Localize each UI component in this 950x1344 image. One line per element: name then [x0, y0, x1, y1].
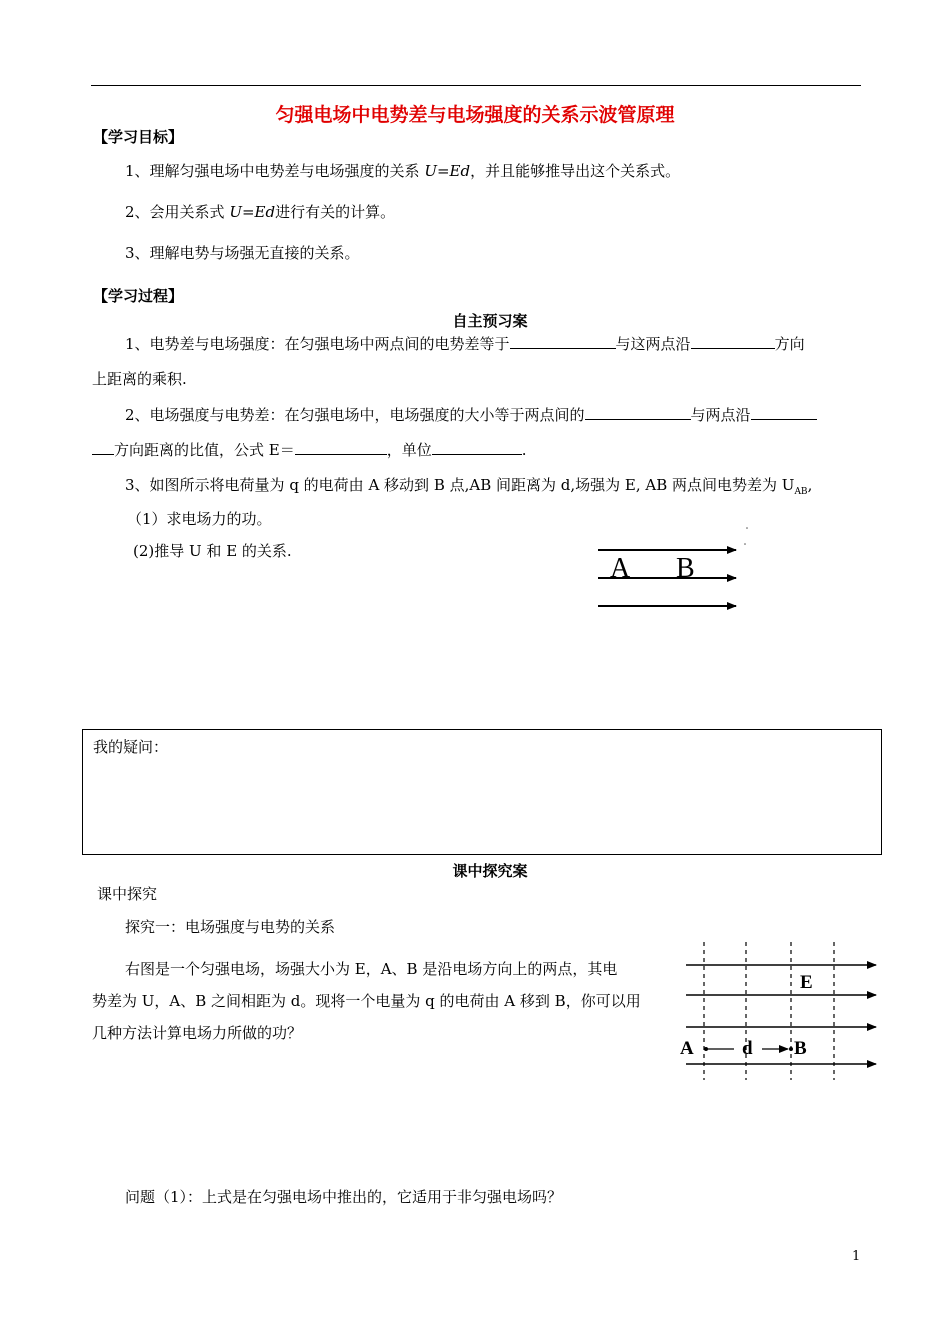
preview-q1-line1: 1、电势差与电场强度：在匀强电场中两点间的电势差等于 与这两点沿 方向: [125, 335, 805, 353]
preview-heading: 自主预习案: [452, 312, 528, 330]
uniform-field-figure-1: [590, 520, 760, 620]
my-questions-label: 我的疑问：: [93, 738, 169, 756]
goal-item-1: 1、理解匀强电场中电势差与电场强度的关系 U=Ed，并且能够推导出这个关系式。: [125, 162, 681, 180]
preview-q2-line1: 2、电场强度与电势差：在匀强电场中，电场强度的大小等于两点间的 与两点沿: [125, 404, 817, 425]
field-e-label: E: [800, 972, 813, 993]
point-b-label: B: [676, 553, 695, 584]
preview-q3: 3、如图所示将电荷量为 q 的电荷由 A 移动到 B 点,AB 间距离为 d,场强为 E, AB 两点间电势差为 $U_{AB}$,: [125, 476, 813, 497]
goal-item-3: 3、理解电势与场强无直接的关系。: [125, 244, 360, 262]
goals-heading: 【学习目标】: [93, 128, 184, 146]
question-1: 问题（1）：上式是在匀强电场中推出的，它适用于非匀强电场吗？: [125, 1188, 563, 1206]
explore-1-title: 探究一：电场强度与电势的关系: [125, 918, 336, 936]
preview-q1-line2: 上距离的乘积.: [92, 370, 187, 388]
uniform-field-figure-2: [676, 940, 886, 1085]
point-a-label: A: [610, 553, 631, 584]
goal-item-2: 2、会用关系式 U=Ed进行有关的计算。: [125, 203, 396, 221]
my-questions-box[interactable]: [82, 729, 882, 855]
top-rule: [91, 85, 861, 86]
point-b-label: B: [794, 1038, 807, 1059]
preview-q3-sub2: (2)推导 U 和 E 的关系.: [133, 542, 292, 560]
distance-d-label: d: [742, 1038, 753, 1059]
process-heading: 【学习过程】: [93, 287, 184, 305]
preview-q2-line2: 方向距离的比值，公式 E＝ ，单位 .: [92, 439, 527, 460]
point-a-label: A: [680, 1038, 694, 1059]
explore-1-para-line1: 右图是一个匀强电场，场强大小为 E，A、B 是沿电场方向上的两点，其电: [125, 960, 618, 978]
explore-1-para-line2: 势差为 U，A、B 之间相距为 d。现将一个电量为 q 的电荷由 A 移到 B，你可以用: [92, 992, 641, 1010]
preview-q3-sub1: （1）求电场力的功。: [127, 510, 272, 528]
page-title: 匀强电场中电势差与电场强度的关系示波管原理: [275, 104, 675, 126]
inclass-heading: 课中探究案: [452, 862, 528, 880]
inclass-subheading: 课中探究: [97, 885, 158, 903]
page-number: 1: [852, 1249, 861, 1264]
explore-1-para-line3: 几种方法计算电场力所做的功？: [92, 1024, 303, 1042]
